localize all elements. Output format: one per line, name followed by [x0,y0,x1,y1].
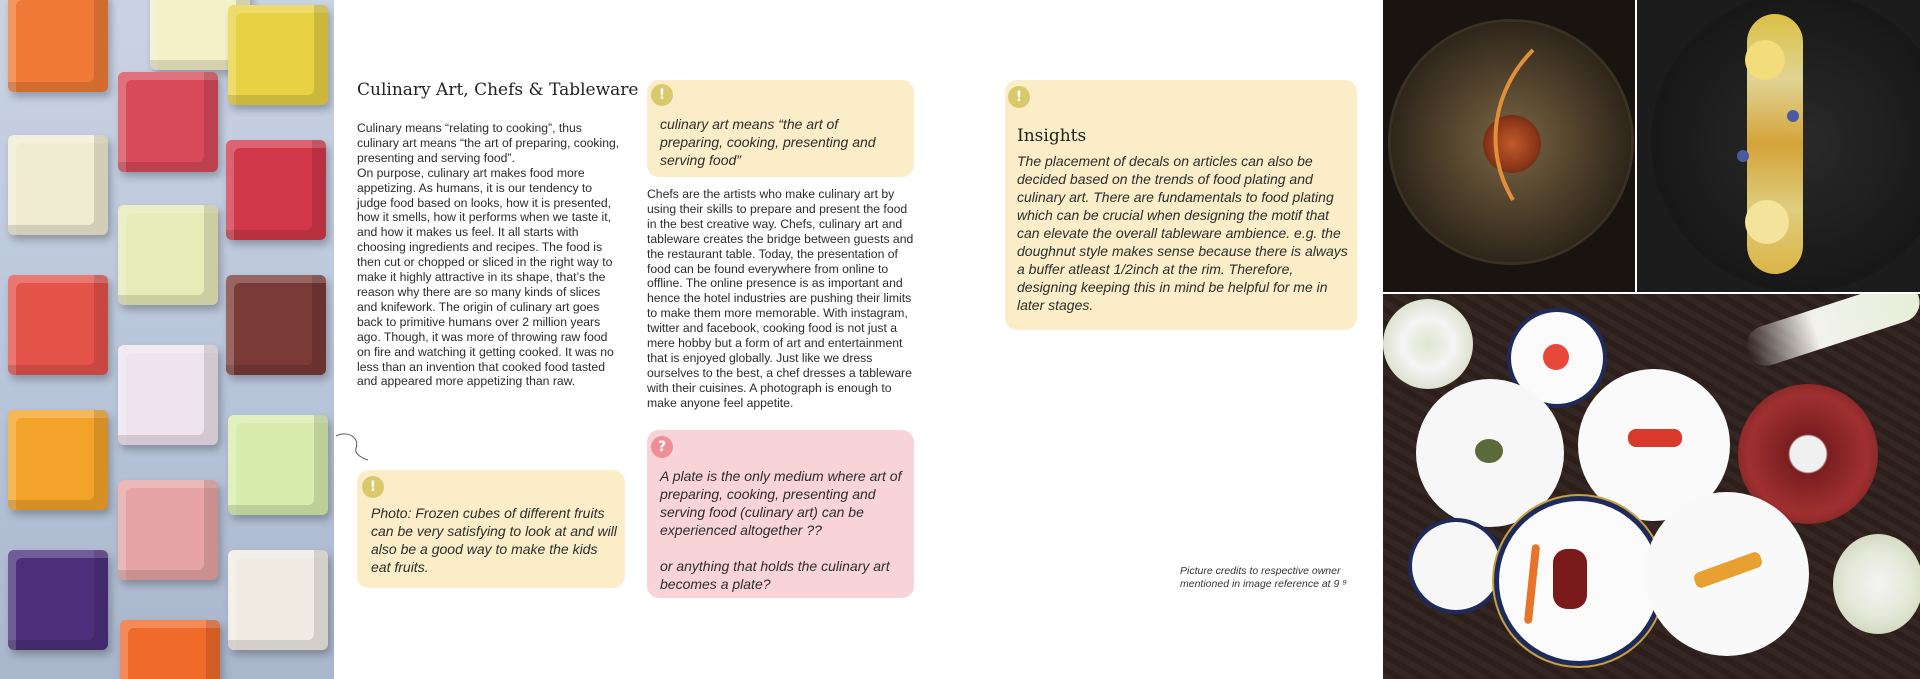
picture-credits [1180,565,1360,591]
definition-quote-text: culinary art means “the art of preparing, cooking, presenting and serving food” [660,116,876,168]
question-line-1: A plate is the only medium where art of preparing, cooking, presenting and serving food (culinary art) can be experienced altogether ?? [660,468,902,538]
dark-plate-photo [1383,0,1635,292]
insights-card [1005,80,1357,330]
insights-text: The placement of decals on articles can also be decided based on the trends of food plating and culinary art. There are fundamentals to food plating which can be crucial when designing the motif that can elevate the overall tableware ambience. e.g. the doughnut style makes sense because there is always a buffer atleast 1/2inch at the rim. Therefore, designing keeping this in mind be helpful for me in later stages. [1017,153,1348,313]
culinary-intro-text [357,121,621,389]
exclamation-icon: ! [651,84,673,106]
question-text [660,467,908,593]
plated-dishes-photo [1383,294,1920,679]
question-icon: ? [651,436,673,458]
intro-paragraph-1: Culinary means “relating to cooking”, thus culinary art means “the art of preparing, cooking, presenting and serving food”. [357,121,620,165]
exclamation-icon: ! [1008,86,1030,108]
exclamation-icon: ! [362,476,384,498]
question-line-2: or anything that holds the culinary art becomes a plate? [660,558,890,592]
credits-line-1: Picture credits to respective owner [1180,565,1341,577]
chefs-paragraph: Chefs are the artists who make culinary art by using their skills to prepare and present the food in the best creative way. Chefs, culinary art and tableware creates the bridge between guests and the restaurant table. Today, the presentation of food can be found everywhere from online to offline. The online presence is as important and hence the hotel industries are pushing their limits to make them more memorable. With instagram, twitter and facebook, cooking food is not just a mere hobby but a form of art and entertainment that is enjoyed globally. Just like we dress ourselves to the best, a chef dresses a tableware with their cuisines. A photograph is enough to make anyone feel appetite. [647,187,914,410]
credits-line-2: mentioned in image reference at 9 ⁹ [1180,578,1347,590]
photo-note-text: Photo: Frozen cubes of different fruits can be very satisfying to look at and will also be a good way to make the kids eat fruits. [371,505,617,575]
intro-paragraph-2: On purpose, culinary art makes food more appetizing. As humans, it is our tendency to judge food based on looks, how it is presented, how it smells, how it performs when we taste it, and how it makes us feel. It all starts with choosing ingredients and recipes. The food is then cut or chopped or sliced in the right way to make it highly attractive in its shape, that’s the reason why there are so many kinds of slices and knifework. The origin of culinary art goes back to primitive humans over 2 million years ago. Though, it was more of throwing raw food on fire and watching it getting cooked. It was no less than an invention that cooked food tasted and appeared more appetizing than raw. [357,165,614,389]
food-cubes-photo [0,0,334,679]
photo-note-card [357,470,625,588]
curl-decoration-icon [334,430,374,470]
definition-quote-card [647,80,914,177]
page-title: Culinary Art, Chefs & Tableware [357,80,639,100]
dessert-plate-photo [1637,0,1920,292]
question-card [647,430,914,598]
insights-title: Insights [1017,126,1087,146]
